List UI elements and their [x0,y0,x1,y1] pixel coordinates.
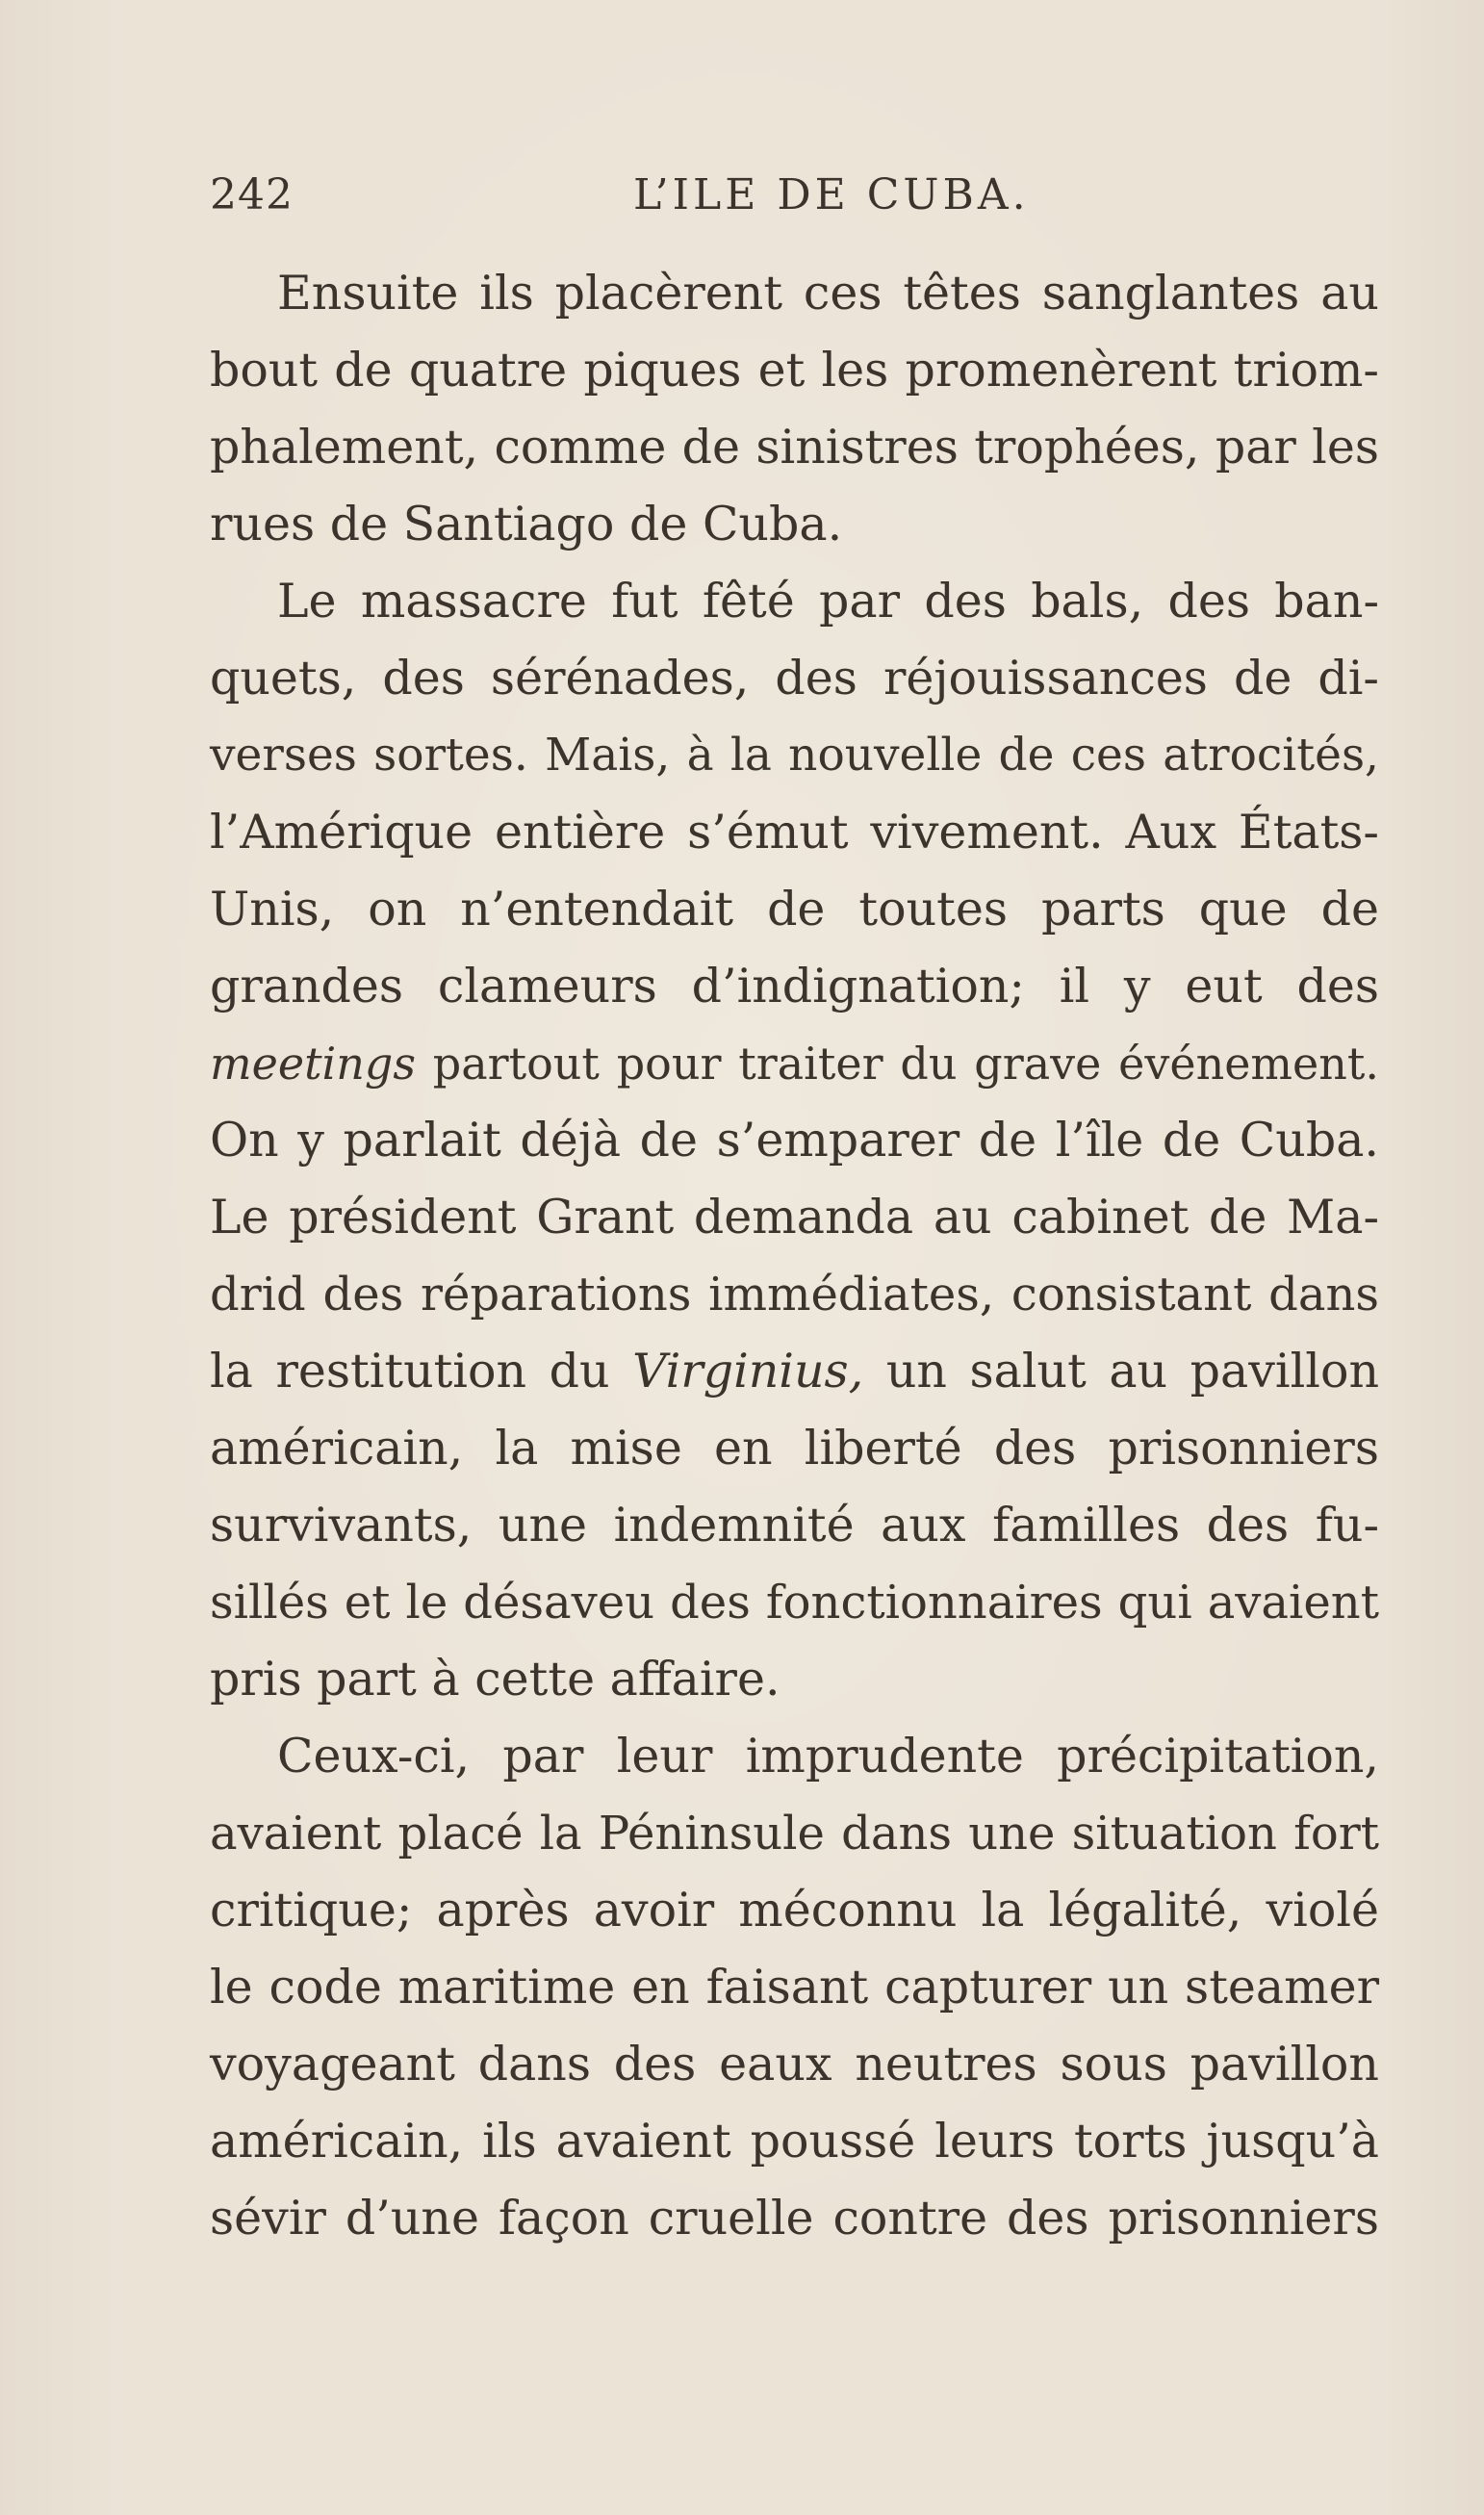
text-line: grandes clameurs d’indignation; il y eut des [210,959,1379,1014]
text-line: sévir d’une façon cruelle contre des prisonniers [210,2191,1379,2246]
text-line: survivants, une indemnité aux familles des fu- [210,1498,1379,1553]
italic-ship-name: Virginius, [632,1344,864,1399]
italic-term: meetings [210,1038,416,1090]
text-fragment: la restitution du [210,1344,633,1399]
text-line: sillés et le désaveu des fonctionnaires qui avaient [210,1576,1379,1630]
text-line: voyageant dans des eaux neutres sous pavillon [210,2037,1379,2092]
text-line: bout de quatre piques et les promenèrent triom- [210,343,1379,398]
text-line: Ensuite ils placèrent ces têtes sanglantes au [277,266,1379,321]
text-line: avaient placé la Péninsule dans une situation fort [210,1807,1379,1861]
text-line: quets, des sérénades, des réjouissances de di- [210,651,1379,706]
text-line: critique; après avoir méconnu la légalité, violé [210,1883,1379,1938]
text-line: drid des réparations immédiates, consistant dans [210,1268,1379,1322]
text-line: verses sortes. Mais, à la nouvelle de ces atrocités, [210,729,1379,782]
text-line: Ceux-ci, par leur imprudente précipitation, [277,1729,1379,1784]
text-line: rues de Santiago de Cuba. [210,497,843,552]
text-line: Unis, on n’entendait de toutes parts que de [210,882,1379,937]
text-line: américain, ils avaient poussé leurs torts jusqu’à [210,2114,1379,2169]
text-line: Le massacre fut fêté par des bals, des ban- [277,574,1379,629]
text-line: pris part à cette affaire. [210,1652,780,1707]
page-header [210,170,1030,228]
text-fragment: partout pour traiter du grave événement. [415,1038,1379,1090]
text-line [210,1333,1379,1410]
body-text [210,255,1379,2257]
text-line: phalement, comme de sinistres trophées, par les [210,420,1379,475]
text-line: Le président Grant demanda au cabinet de Ma- [210,1190,1379,1245]
text-line: américain, la mise en liberté des prisonniers [210,1421,1379,1476]
text-line: On y parlait déjà de s’emparer de l’île de Cuba. [210,1113,1379,1168]
page-number: 242 [210,170,294,219]
running-title: L’ILE DE CUBA. [633,170,1030,219]
text-line: le code maritime en faisant capturer un steamer [210,1960,1379,2015]
text-line [210,1025,1379,1102]
text-fragment: un salut au pavillon [863,1344,1379,1399]
text-line: l’Amérique entière s’émut vivement. Aux États- [210,805,1379,860]
